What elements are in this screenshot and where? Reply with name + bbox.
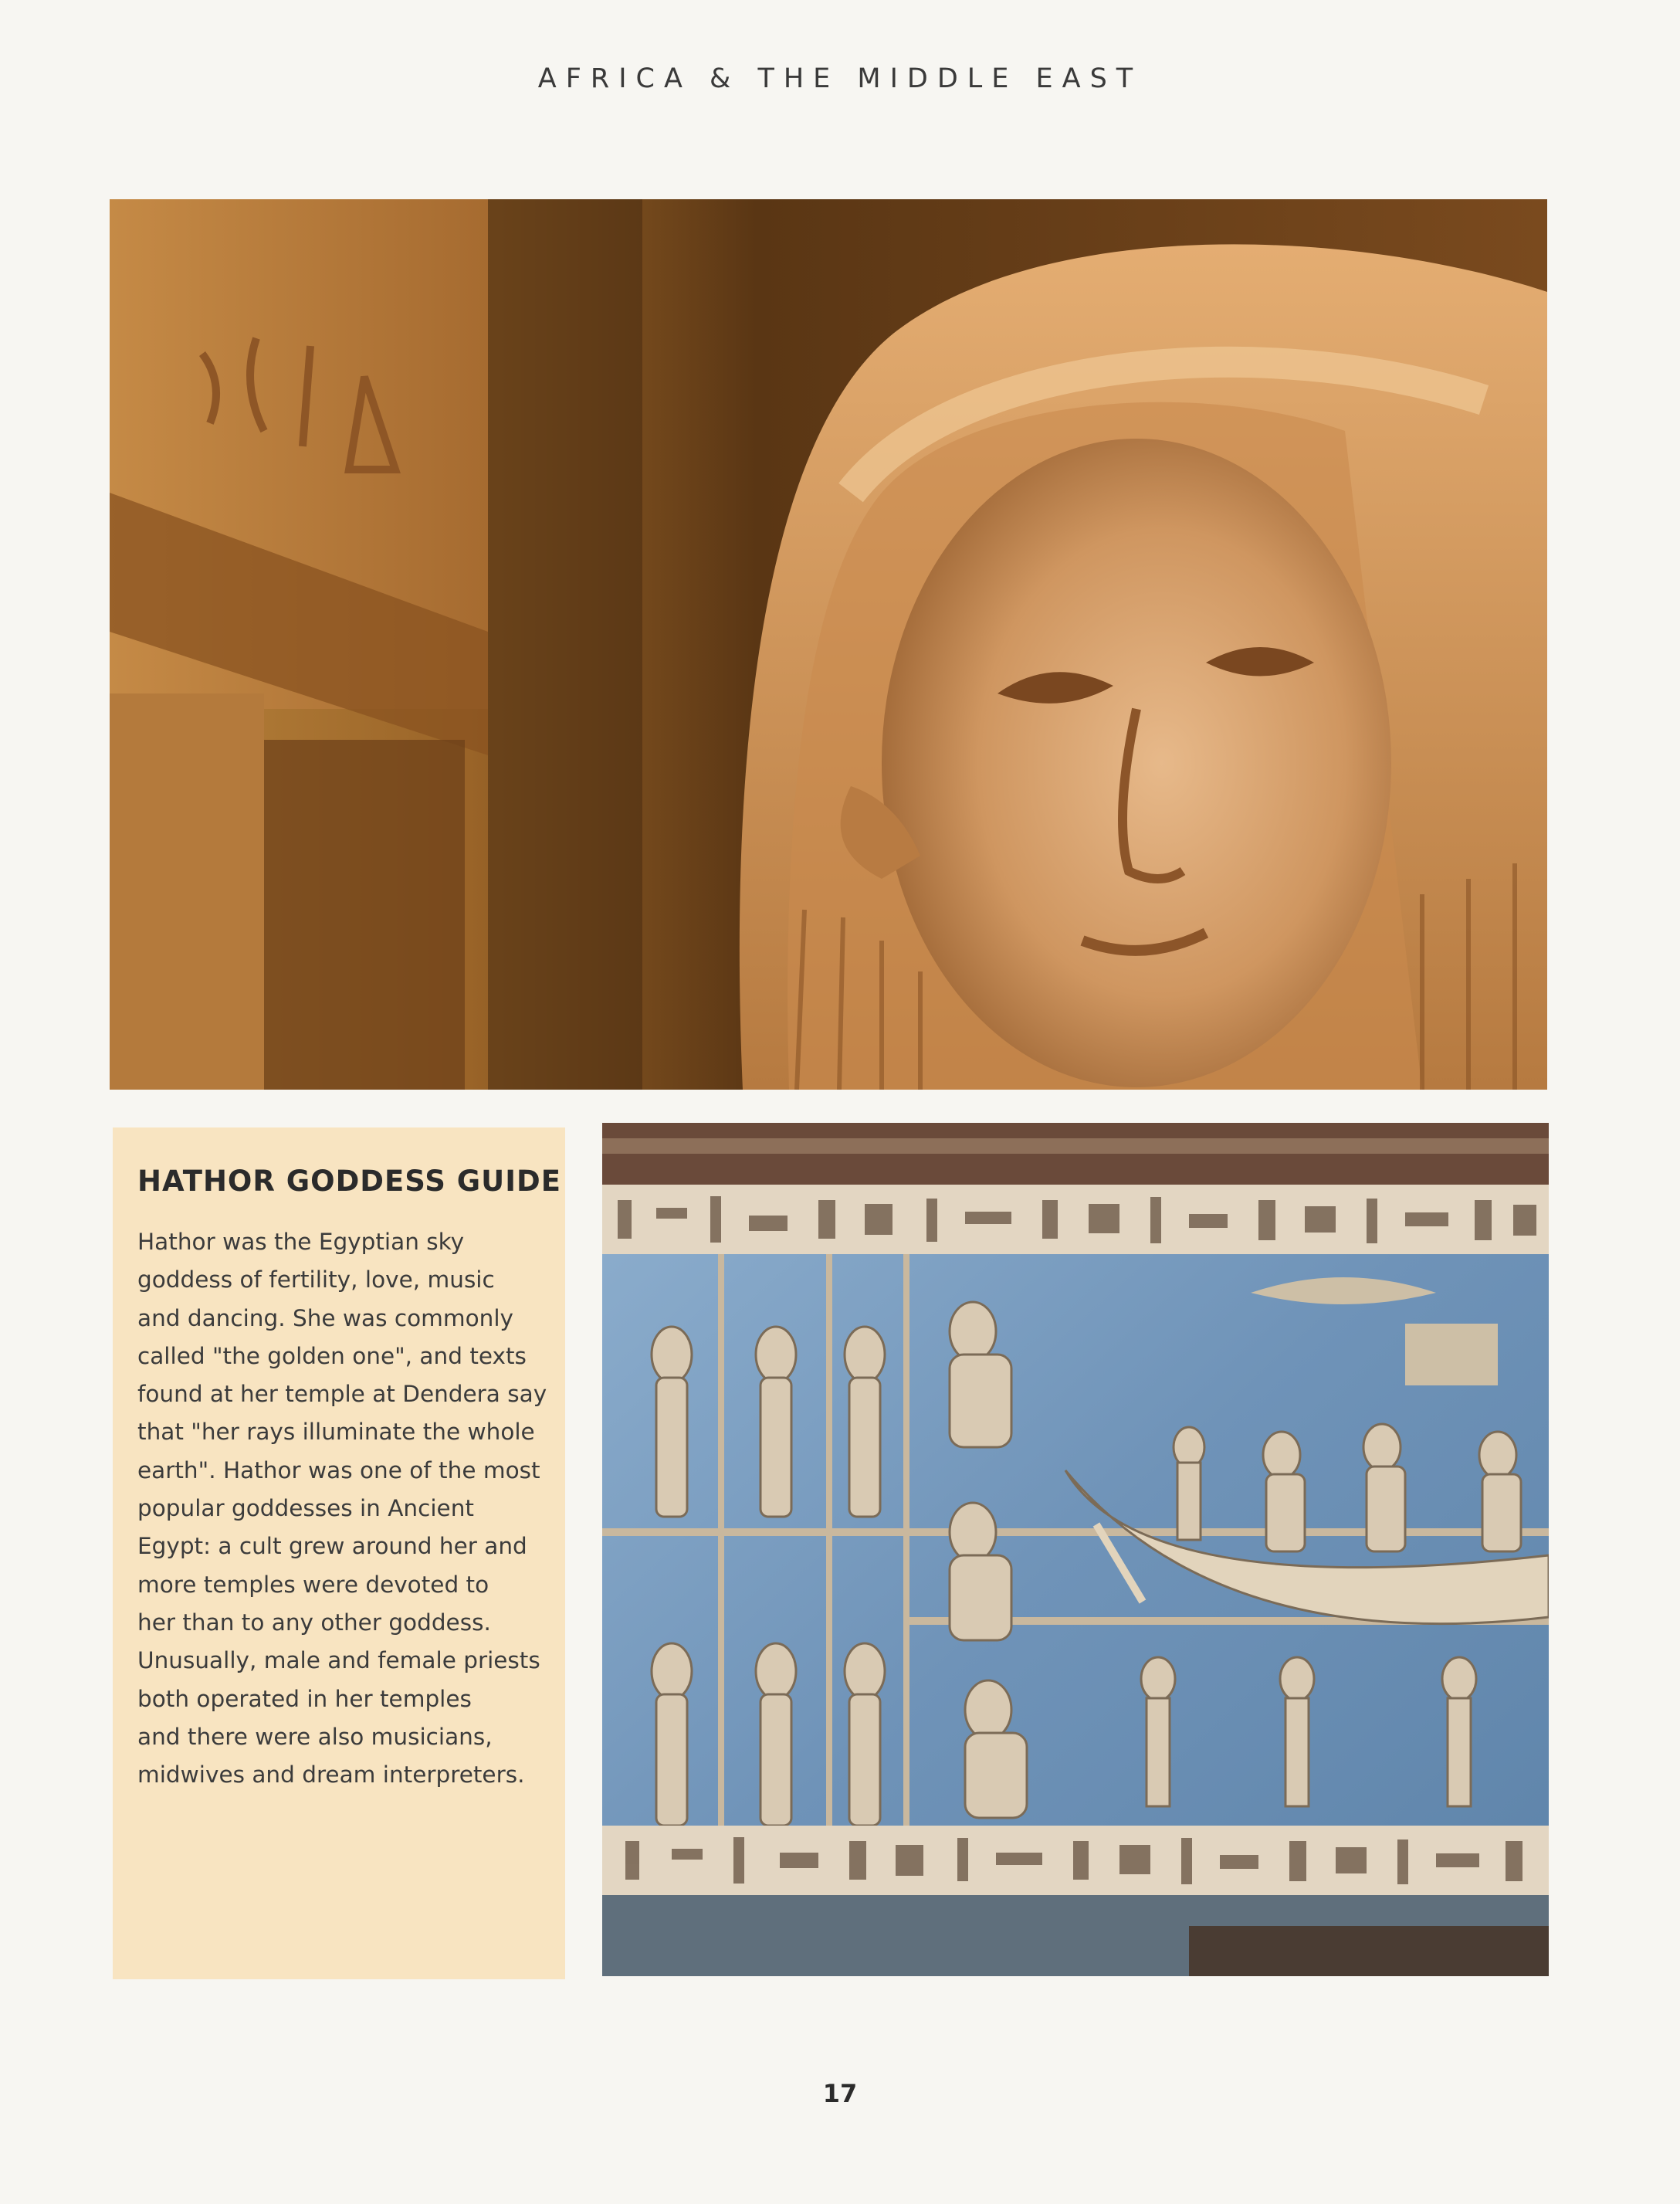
sidebar-line: earth". Hathor was one of the most [137, 1456, 540, 1483]
sidebar-line: and there were also musicians, [137, 1723, 493, 1750]
sidebar-line: found at her temple at Dendera say [137, 1381, 547, 1408]
sidebar-title: HATHOR GODDESS GUIDE [137, 1165, 561, 1198]
sidebar-line: both operated in her temples [137, 1685, 472, 1712]
sidebar-line: midwives and dream interpreters. [137, 1762, 525, 1789]
sidebar-line: called "the golden one", and texts [137, 1342, 527, 1369]
hathor-sidebar-box [113, 1127, 565, 1979]
sidebar-line: Unusually, male and female priests [137, 1647, 540, 1674]
sidebar-line: Hathor was the Egyptian sky [137, 1229, 465, 1255]
hathor-head-illustration [110, 199, 1547, 1090]
sidebar-line: and dancing. She was commonly [137, 1304, 514, 1331]
temple-relief-photo [602, 1123, 1549, 1976]
sidebar-body [137, 1223, 554, 1794]
temple-relief-illustration [602, 1123, 1549, 1976]
sidebar-line: that "her rays illuminate the whole [137, 1419, 535, 1446]
hathor-head-photo [110, 199, 1547, 1090]
sidebar-line: more temples were devoted to [137, 1571, 489, 1598]
sidebar-line: her than to any other goddess. [137, 1609, 491, 1636]
sidebar-line: goddess of fertility, love, music [137, 1266, 495, 1294]
sidebar-line: popular goddesses in Ancient [137, 1495, 474, 1522]
section-header: AFRICA & THE MIDDLE EAST [537, 63, 1143, 94]
sidebar-line: Egypt: a cult grew around her and [137, 1533, 527, 1560]
page-number: 17 [822, 2079, 858, 2108]
